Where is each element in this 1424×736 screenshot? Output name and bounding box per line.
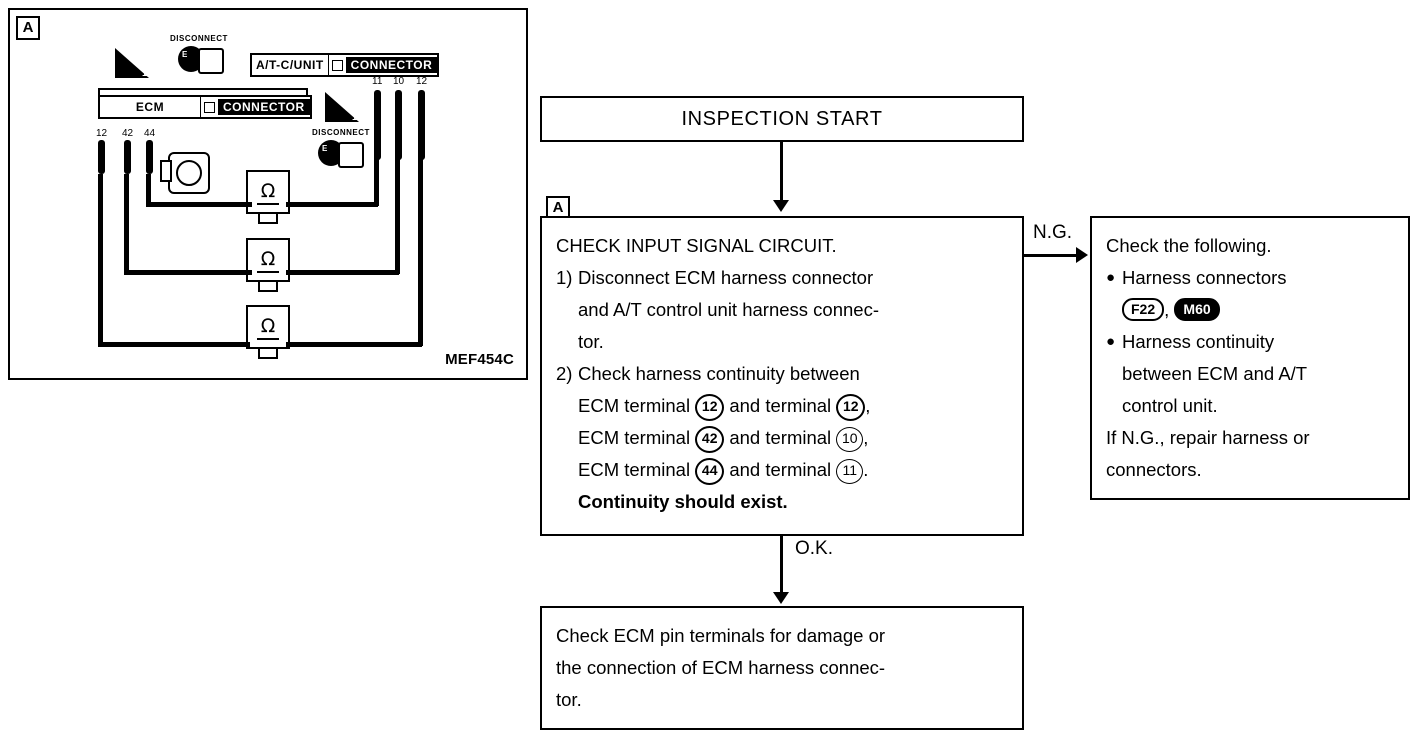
continuity-row-2-terminal-b: 10 [836, 427, 863, 452]
tester-side [160, 160, 172, 182]
figure-code: MEF454C [445, 351, 514, 368]
continuity-row-1 [578, 390, 1008, 422]
wire-ecm-12-h [98, 342, 250, 347]
continuity-row-1-suffix: , [865, 395, 871, 416]
ng-connector-pills [1106, 294, 1394, 326]
wire-ecm-42-h [124, 270, 252, 275]
ecm-connector-name: ECM [135, 100, 165, 114]
continuity-row-3-suffix: . [863, 459, 869, 480]
ecm-pin-number-44: 44 [144, 128, 156, 139]
tester-dial [176, 160, 202, 186]
connector-icon-1 [115, 48, 149, 78]
at-connector-inverse-label: CONNECTOR [346, 57, 438, 73]
ohm-meter-2-tab [258, 282, 278, 292]
ecm-connector-divider [200, 97, 201, 117]
check-step-1-line-3: tor. [578, 331, 604, 352]
check-step-2-line-1: Check harness continuity between [578, 363, 860, 384]
final-line-3: tor. [556, 689, 582, 710]
check-box-letter: A [546, 196, 570, 220]
disconnect-plug-1 [198, 48, 224, 74]
ecm-pin-number-12: 12 [96, 128, 108, 139]
continuity-row-3-prefix: ECM terminal [578, 459, 691, 480]
connector-icon-2-number: 1 [351, 112, 357, 122]
continuity-row-2 [578, 422, 1008, 454]
disconnect-label-2: DISCONNECT [312, 128, 370, 137]
check-step-1-line-2: and A/T control unit harness connec- [578, 299, 879, 320]
continuity-row-1-terminal-b: 12 [836, 394, 865, 421]
ng-bullet-2 [1106, 326, 1394, 358]
continuity-row-1-terminal-a: 12 [695, 394, 724, 421]
final-line-2: the connection of ECM harness connec- [556, 657, 886, 678]
connector-start-to-check [780, 142, 783, 202]
continuity-row-3-terminal-a: 44 [695, 458, 724, 485]
bullet-icon-2: ● [1106, 333, 1116, 350]
bullet-icon-1: ● [1106, 269, 1116, 286]
check-step-1-number: 1) [556, 267, 573, 288]
arrow-start-to-check [773, 200, 789, 212]
continuity-row-2-suffix: , [863, 427, 869, 448]
at-pin-number-11: 11 [372, 76, 383, 87]
ohm-underline-3 [257, 338, 279, 340]
ng-footer-line-2: connectors. [1106, 459, 1202, 480]
ohm-meter-1 [246, 170, 290, 214]
check-step-2-number: 2) [556, 363, 573, 384]
illustration-panel [8, 8, 528, 380]
at-connector-name: A/T-C/UNIT [256, 58, 324, 72]
connector-icon-number: 1 [141, 68, 147, 78]
continuity-row-1-prefix: ECM terminal [578, 395, 691, 416]
check-conclusion: Continuity should exist. [578, 491, 788, 512]
at-pin-10 [395, 90, 402, 160]
arrow-check-to-final [773, 592, 789, 604]
ng-result-box [1090, 216, 1410, 500]
harness-connector-pill-m60: M60 [1174, 298, 1219, 321]
check-step-2-body [578, 358, 1008, 518]
ecm-pin-12 [98, 140, 105, 174]
ohm-underline-1 [257, 203, 279, 205]
continuity-row-2-terminal-a: 42 [695, 426, 724, 453]
ng-bullet-2-line-2: control unit. [1122, 395, 1218, 416]
ng-title: Check the following. [1106, 235, 1272, 256]
connector-icon-2 [325, 92, 359, 122]
ng-bullet-2-text: Harness continuity [1122, 331, 1275, 352]
ng-bullet-2-line-1: between ECM and A/T [1122, 363, 1308, 384]
illustration-corner-letter: A [16, 16, 40, 40]
at-control-unit-connector-box [250, 53, 439, 77]
continuity-row-3 [578, 454, 1008, 486]
ng-bullet-1 [1106, 262, 1394, 294]
ng-footer-line-1: If N.G., repair harness or [1106, 427, 1310, 448]
wire-ecm-12 [98, 174, 103, 346]
wire-ecm-42 [124, 174, 129, 274]
wire-at-11 [374, 156, 379, 206]
check-step-1-line-1: Disconnect ECM harness connector [578, 267, 874, 288]
ohm-symbol-2: Ω [260, 248, 276, 271]
wire-at-12 [418, 156, 423, 346]
continuity-row-1-mid: and terminal [729, 395, 832, 416]
wire-at-12-h [286, 342, 422, 347]
ecm-pin-42 [124, 140, 131, 174]
ohm-meter-3-tab [258, 349, 278, 359]
ecm-connector-top-strip [98, 88, 308, 95]
wire-ecm-44-h [146, 202, 252, 207]
ng-bullet-1-text: Harness connectors [1122, 267, 1287, 288]
ohm-meter-3 [246, 305, 290, 349]
at-pin-number-12: 12 [416, 76, 428, 87]
connector-check-to-final [780, 536, 783, 594]
wire-at-11-h [286, 202, 378, 207]
continuity-row-3-mid: and terminal [729, 459, 832, 480]
disconnect-plug-2 [338, 142, 364, 168]
disconnect-symbol-2-text: E [322, 144, 328, 153]
check-box-title: CHECK INPUT SIGNAL CIRCUIT. [556, 235, 837, 256]
edge-label-ng: N.G. [1030, 222, 1075, 244]
edge-label-ok: O.K. [792, 538, 836, 560]
final-line-1: Check ECM pin terminals for damage or [556, 625, 886, 646]
ohm-symbol-1: Ω [260, 180, 276, 203]
disconnect-label-1: DISCONNECT [170, 34, 228, 43]
ecm-connector-box [98, 95, 312, 119]
harness-connector-pill-f22: F22 [1122, 298, 1164, 321]
continuity-row-3-terminal-b: 11 [836, 459, 863, 484]
ohm-underline-2 [257, 271, 279, 273]
inspection-start-box [540, 96, 1024, 142]
check-step-1 [556, 262, 1008, 358]
continuity-row-2-prefix: ECM terminal [578, 427, 691, 448]
at-connector-divider [328, 55, 329, 75]
ecm-pin-44 [146, 140, 153, 174]
arrow-check-to-ng [1076, 247, 1088, 263]
ecm-connector-marker [204, 102, 215, 113]
ecm-pin-number-42: 42 [122, 128, 134, 139]
inspection-start-label: INSPECTION START [681, 108, 883, 130]
connector-check-to-ng [1024, 254, 1078, 257]
check-step-2 [556, 358, 1008, 518]
at-pin-11 [374, 90, 381, 160]
at-connector-marker [332, 60, 343, 71]
wire-at-10-h [286, 270, 399, 275]
ohm-meter-1-tab [258, 214, 278, 224]
pill-separator: , [1164, 299, 1170, 320]
disconnect-symbol-1-text: E [182, 50, 188, 59]
check-step-1-body [578, 262, 1008, 358]
wire-at-10 [395, 156, 400, 274]
final-check-box [540, 606, 1024, 730]
at-pin-number-10: 10 [393, 76, 405, 87]
ecm-connector-inverse-label: CONNECTOR [218, 99, 310, 115]
at-pin-12 [418, 90, 425, 160]
ohm-meter-2 [246, 238, 290, 282]
check-input-signal-box [540, 216, 1024, 536]
continuity-row-2-mid: and terminal [729, 427, 832, 448]
ohm-symbol-3: Ω [260, 315, 276, 338]
